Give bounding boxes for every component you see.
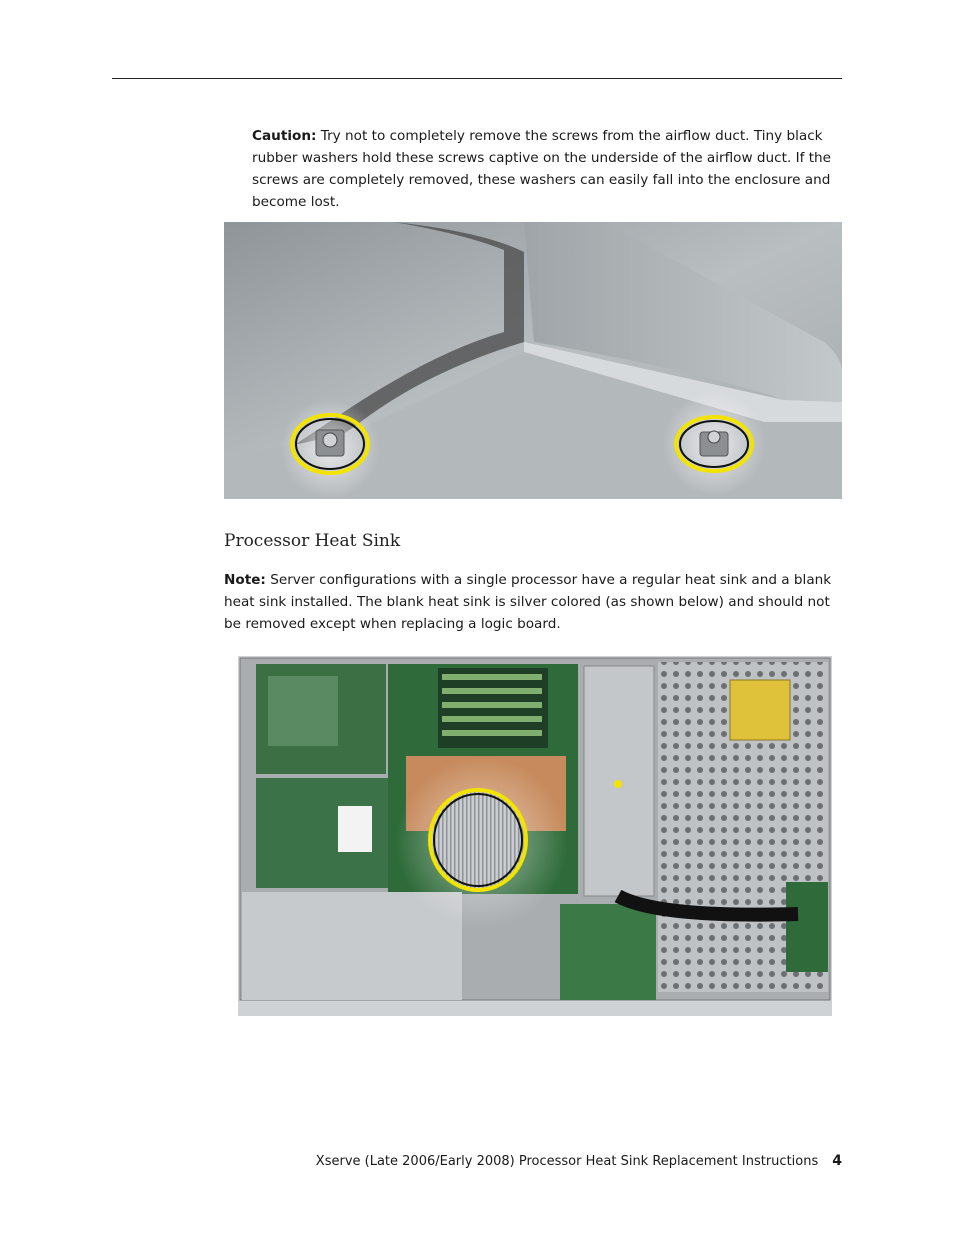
caution-paragraph (252, 125, 842, 213)
section-heading: Processor Heat Sink (224, 531, 401, 551)
note-paragraph (224, 569, 844, 635)
footer-title: Xserve (Late 2006/Early 2008) Processor Heat Sink Replacement Instructions (315, 1154, 819, 1169)
caution-text: Try not to completely remove the screws from the airflow duct. Tiny black rubber washers hold these screws captive on the underside of the airflow duct. If the screws are completely removed, these washers can easily fall into the enclosure and become lost. (252, 128, 832, 210)
header-rule (112, 78, 842, 79)
page-number: 4 (832, 1153, 842, 1169)
note-label: Note: (224, 572, 266, 588)
page-footer (316, 1153, 842, 1169)
note-text: Server configurations with a single processor have a regular heat sink and a blank heat sink installed. The blank heat sink is silver colored (as shown below) and should not be removed except when replacing a logic board. (224, 572, 832, 632)
logic-board-heat-sink-photo (238, 656, 832, 1016)
airflow-duct-screws-photo (224, 222, 842, 499)
caution-label: Caution: (252, 128, 317, 144)
